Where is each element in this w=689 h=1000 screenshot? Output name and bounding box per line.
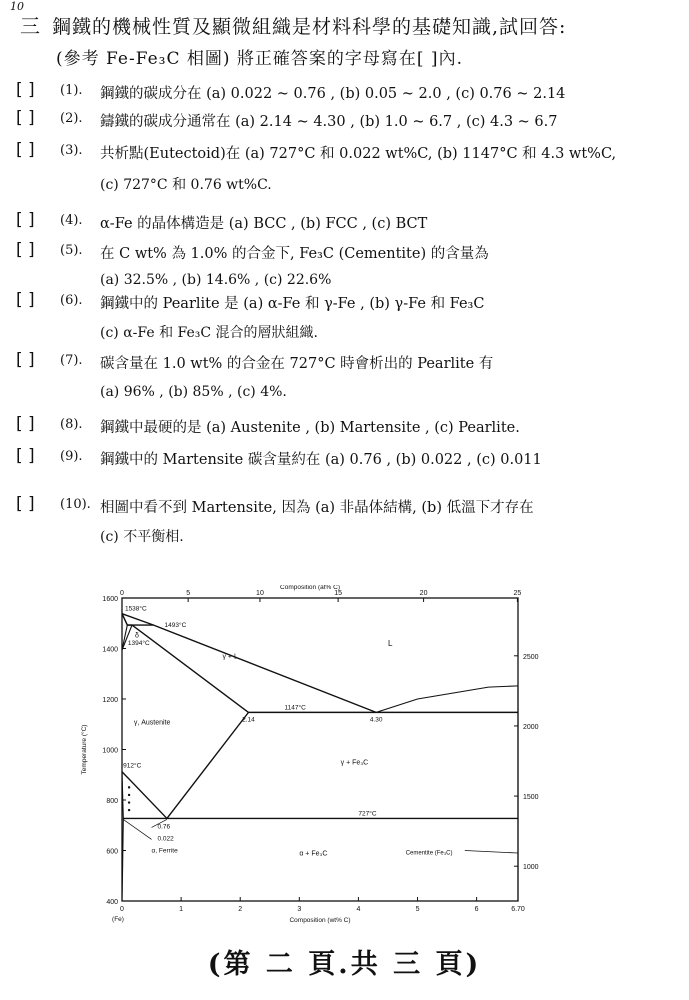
question-text: 在 C wt% 為 1.0% 的合金下, Fe₃C (Cementite) 的含量為 [100, 246, 489, 262]
liquidus-left [122, 614, 376, 713]
x-top-tick-label: 20 [419, 590, 428, 597]
x-tick-label: 6 [474, 906, 479, 913]
x-tick-label: 4 [356, 906, 361, 913]
answer-bracket[interactable]: [ ] [16, 140, 35, 160]
question-continuation: (c) 727°C 和 0.76 wt%C. [100, 177, 272, 193]
y-tick-label: 800 [106, 798, 118, 805]
question-text: 共析點(Eutectoid)在 (a) 727°C 和 0.022 wt%C, (b) 1147°C 和 4.3 wt%C, [100, 146, 617, 162]
x-tick-label: 0 [120, 906, 124, 913]
y-right-tick-label: 1000 [523, 864, 539, 872]
label-2-14: 2.14 [242, 716, 255, 724]
x-top-tick-label: 25 [513, 590, 522, 597]
label-1493c: 1493°C [164, 622, 187, 630]
liquidus-right [376, 686, 518, 713]
answer-bracket[interactable]: [ ] [16, 290, 35, 310]
question-continuation: (a) 32.5% , (b) 14.6% , (c) 22.6% [100, 272, 332, 288]
x-top-tick-label: 5 [186, 590, 191, 597]
y-tick-label: 1600 [102, 596, 118, 603]
page-mark: 10 [10, 0, 24, 13]
label-0-022: 0.022 [157, 835, 174, 843]
question-text: 鑄鐵的碳成分通常在 (a) 2.14 ~ 4.30 , (b) 1.0 ~ 6.7 , (c) 4.3 ~ 6.7 [100, 114, 558, 130]
label-ferrite: α, Ferrite [151, 847, 178, 855]
label-727c: 727°C [358, 810, 377, 818]
answer-bracket[interactable]: [ ] [16, 240, 35, 260]
question-number: (9). [60, 449, 83, 464]
cementite-leader [465, 851, 518, 854]
question-number: (4). [60, 213, 83, 228]
leader-0-022 [123, 819, 151, 839]
label-1394c: 1394°C [127, 640, 150, 648]
y-right-tick-label: 2500 [523, 653, 539, 661]
label-liquid: L [387, 638, 393, 648]
austenite-ferrite-dot [128, 794, 130, 796]
intro-line-1: 鋼鐵的機械性質及顯微組織是材料科學的基礎知識,試回答: [52, 16, 567, 38]
fe-fe3c-phase-diagram [70, 585, 540, 925]
answer-bracket[interactable]: [ ] [16, 350, 35, 370]
question-text: 鋼鐵中的 Martensite 碳含量約在 (a) 0.76 , (b) 0.022 , (c) 0.011 [100, 452, 542, 468]
y-axis-label: Temperature (°C) [81, 724, 88, 775]
question-text: 鋼鐵中最硬的是 (a) Austenite , (b) Martensite , (c) Pearlite. [100, 420, 520, 436]
question-number: (2). [60, 111, 83, 126]
answer-bracket[interactable]: [ ] [16, 108, 35, 128]
answer-bracket[interactable]: [ ] [16, 446, 35, 466]
question-continuation: (c) 不平衡相. [100, 529, 184, 545]
label-gamma-fe3c: γ + Fe₃C [340, 759, 369, 767]
y-tick-label: 600 [106, 848, 118, 856]
label-1538c: 1538°C [124, 605, 147, 613]
question-text: 鋼鐵的碳成分在 (a) 0.022 ~ 0.76 , (b) 0.05 ~ 2.0 , (c) 0.76 ~ 2.14 [100, 86, 566, 102]
answer-bracket[interactable]: [ ] [16, 494, 35, 514]
question-number: (1). [60, 83, 83, 98]
x-axis-label: Composition (wt% C) [289, 917, 351, 924]
question-number: (7). [60, 353, 83, 368]
y-tick-label: 1200 [102, 697, 118, 704]
page-footer: (第 二 頁.共 三 頁) [207, 949, 482, 980]
x-top-tick-label: 0 [120, 590, 124, 597]
question-number: (3). [60, 143, 83, 158]
x-tick-label: 6.70 [511, 906, 525, 913]
label-912c: 912°C [123, 762, 142, 770]
question-number: (10). [60, 497, 91, 512]
y-tick-label: 1400 [102, 646, 118, 654]
intro-line-2: (參考 Fe-Fe₃C 相圖) 將正確答案的字母寫在[ ]內. [56, 49, 463, 69]
x-origin-label: (Fe) [112, 916, 124, 923]
label-austenite: γ, Austenite [133, 719, 171, 727]
question-number: (8). [60, 417, 83, 432]
question-text: 碳含量在 1.0 wt% 的合金在 727°C 時會析出的 Pearlite 有 [100, 356, 494, 372]
question-text: 鋼鐵中的 Pearlite 是 (a) α-Fe 和 γ-Fe , (b) γ-Fe 和 Fe₃C [100, 296, 485, 312]
question-text: 相圖中看不到 Martensite, 因為 (a) 非晶体結構, (b) 低溫下才存在 [100, 500, 534, 516]
x-top-tick-label: 15 [334, 590, 343, 597]
y-tick-label: 400 [106, 899, 118, 906]
question-continuation: (a) 96% , (b) 85% , (c) 4%. [100, 384, 287, 400]
x-top-axis-label: Composition (at% C) [280, 585, 340, 591]
label-alpha-fe3c: α + Fe₃C [299, 850, 328, 858]
label-1147c: 1147°C [284, 704, 306, 712]
label-0-76: 0.76 [157, 823, 171, 831]
austenite-ferrite-dot [128, 801, 130, 803]
x-tick-label: 2 [238, 906, 243, 913]
x-top-tick-label: 10 [256, 590, 264, 597]
question-number: (6). [60, 293, 83, 308]
answer-bracket[interactable]: [ ] [16, 414, 35, 434]
answer-bracket[interactable]: [ ] [16, 80, 35, 100]
label-4-30: 4.30 [369, 716, 383, 724]
label-delta: δ [135, 632, 139, 640]
question-number: (5). [60, 243, 83, 258]
label-gamma-liquid: γ + L [222, 653, 238, 661]
austenite-ferrite-dot [128, 809, 130, 811]
label-cementite: Cementite (Fe₃C) [405, 850, 453, 857]
x-tick-label: 5 [415, 906, 420, 913]
question-text: α-Fe 的晶体構造是 (a) BCC , (b) FCC , (c) BCT [100, 216, 428, 232]
acm-line [167, 712, 249, 818]
y-right-tick-label: 1500 [523, 794, 539, 802]
y-right-tick-label: 2000 [523, 723, 539, 731]
x-tick-label: 3 [297, 906, 302, 913]
x-tick-label: 1 [179, 906, 184, 913]
answer-bracket[interactable]: [ ] [16, 210, 35, 230]
y-tick-label: 1000 [102, 747, 118, 755]
question-continuation: (c) α-Fe 和 Fe₃C 混合的層狀組織. [100, 325, 318, 341]
austenite-ferrite-dot [128, 786, 130, 788]
section-number: 三 [20, 14, 40, 38]
